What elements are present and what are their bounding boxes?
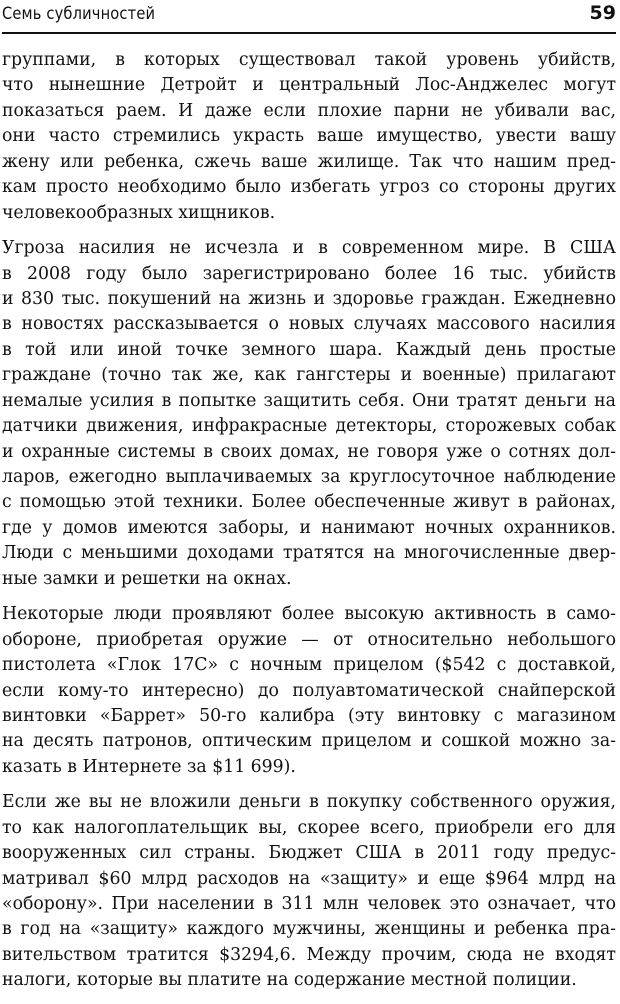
text-line: в новостях рассказывается о новых случаях массового насилия <box>2 314 616 335</box>
text-line: если кому-то интересно) до полуавтоматической снайперской <box>2 680 616 701</box>
text-line: человекообразных хищников. <box>2 202 276 223</box>
text-line: Угроза насилия не исчезла и в современном мире. В США <box>2 238 616 259</box>
text-line: датчики движения, инфракрасные детекторы, сторожевых собак <box>2 416 616 437</box>
text-line: они часто стремились украсть ваше имущество, увести вашу <box>2 126 616 147</box>
text-line: и охранные системы в своих домах, не говоря уже о сотнях дол- <box>2 441 616 462</box>
text-line: группами, в которых существовал такой уровень убийств, <box>2 50 616 70</box>
text-line: и 830 тыс. покушений на жизнь и здоровье граждан. Ежедневно <box>2 288 616 309</box>
text-line: ларов, ежегодно выплачиваемых за круглосуточное наблюдение <box>2 467 616 487</box>
page-number: 59 <box>589 2 616 24</box>
text-line: в 2008 году было зарегистрировано более 16 тыс. убийств <box>2 263 616 284</box>
paragraph <box>2 790 616 994</box>
text-line: в год на «защиту» каждого мужчины, женщины и ребенка пра- <box>2 919 616 940</box>
running-header <box>2 0 616 34</box>
text-line: Люди с меньшими доходами тратятся на многочисленные двер- <box>2 543 616 564</box>
text-line: «оборону». При населении в 311 млн человек это означает, что <box>2 894 616 914</box>
text-line: винтовки «Баррет» 50-го калибра (эту винтовку с магазином <box>2 705 616 726</box>
paragraph <box>2 236 616 592</box>
text-line: Некоторые люди проявляют более высокую активность в само- <box>2 604 616 625</box>
text-line: вительством тратится $3294,6. Между прочим, сюда не входят <box>2 944 616 965</box>
paragraph <box>2 48 616 226</box>
text-line: казать в Интернете за $11 699). <box>2 756 296 777</box>
paragraph <box>2 602 616 780</box>
text-line: то как налогоплательщик вы, скорее всего, приобрели его для <box>2 817 616 838</box>
text-line: кам просто необходимо было избегать угроз со стороны других <box>2 177 616 198</box>
text-line: показаться раем. И даже если плохие парни не убивали вас, <box>2 100 616 121</box>
text-line: пистолета «Глок 17С» с ночным прицелом ($542 с доставкой, <box>2 655 616 676</box>
text-line: немалые усилия в попытке защитить себя. Они тратят деньги на <box>2 390 616 411</box>
text-line: что нынешние Детройт и центральный Лос-Анджелес могут <box>2 75 616 96</box>
text-line: ные замки и решетки на окнах. <box>2 568 292 589</box>
text-line: жену или ребенка, сжечь ваше жилище. Так что нашим пред- <box>2 151 616 172</box>
text-line: вооруженных сил страны. Бюджет США в 2011 году предус- <box>2 843 616 864</box>
text-line: граждане (точно так же, как гангстеры и военные) прилагают <box>2 365 616 386</box>
text-line: с помощью этой техники. Более обеспеченные живут в районах, <box>2 492 616 513</box>
text-line: где у домов имеются заборы, и нанимают ночных охранников. <box>2 517 616 538</box>
body-text <box>2 48 616 1004</box>
text-line: матривал $60 млрд расходов на «защиту» и еще $964 млрд на <box>2 868 616 889</box>
text-line: Если же вы не вложили деньги в покупку собственного оружия, <box>2 792 616 813</box>
text-line: обороне, приобретая оружие — от относительно небольшого <box>2 629 616 650</box>
running-title: Семь субличностей <box>2 4 156 24</box>
text-line: в той или иной точке земного шара. Каждый день простые <box>2 339 616 360</box>
text-line: на десять патронов, оптическим прицелом и сошкой можно за- <box>2 731 616 752</box>
text-line: налоги, которые вы платите на содержание местной полиции. <box>2 970 577 991</box>
